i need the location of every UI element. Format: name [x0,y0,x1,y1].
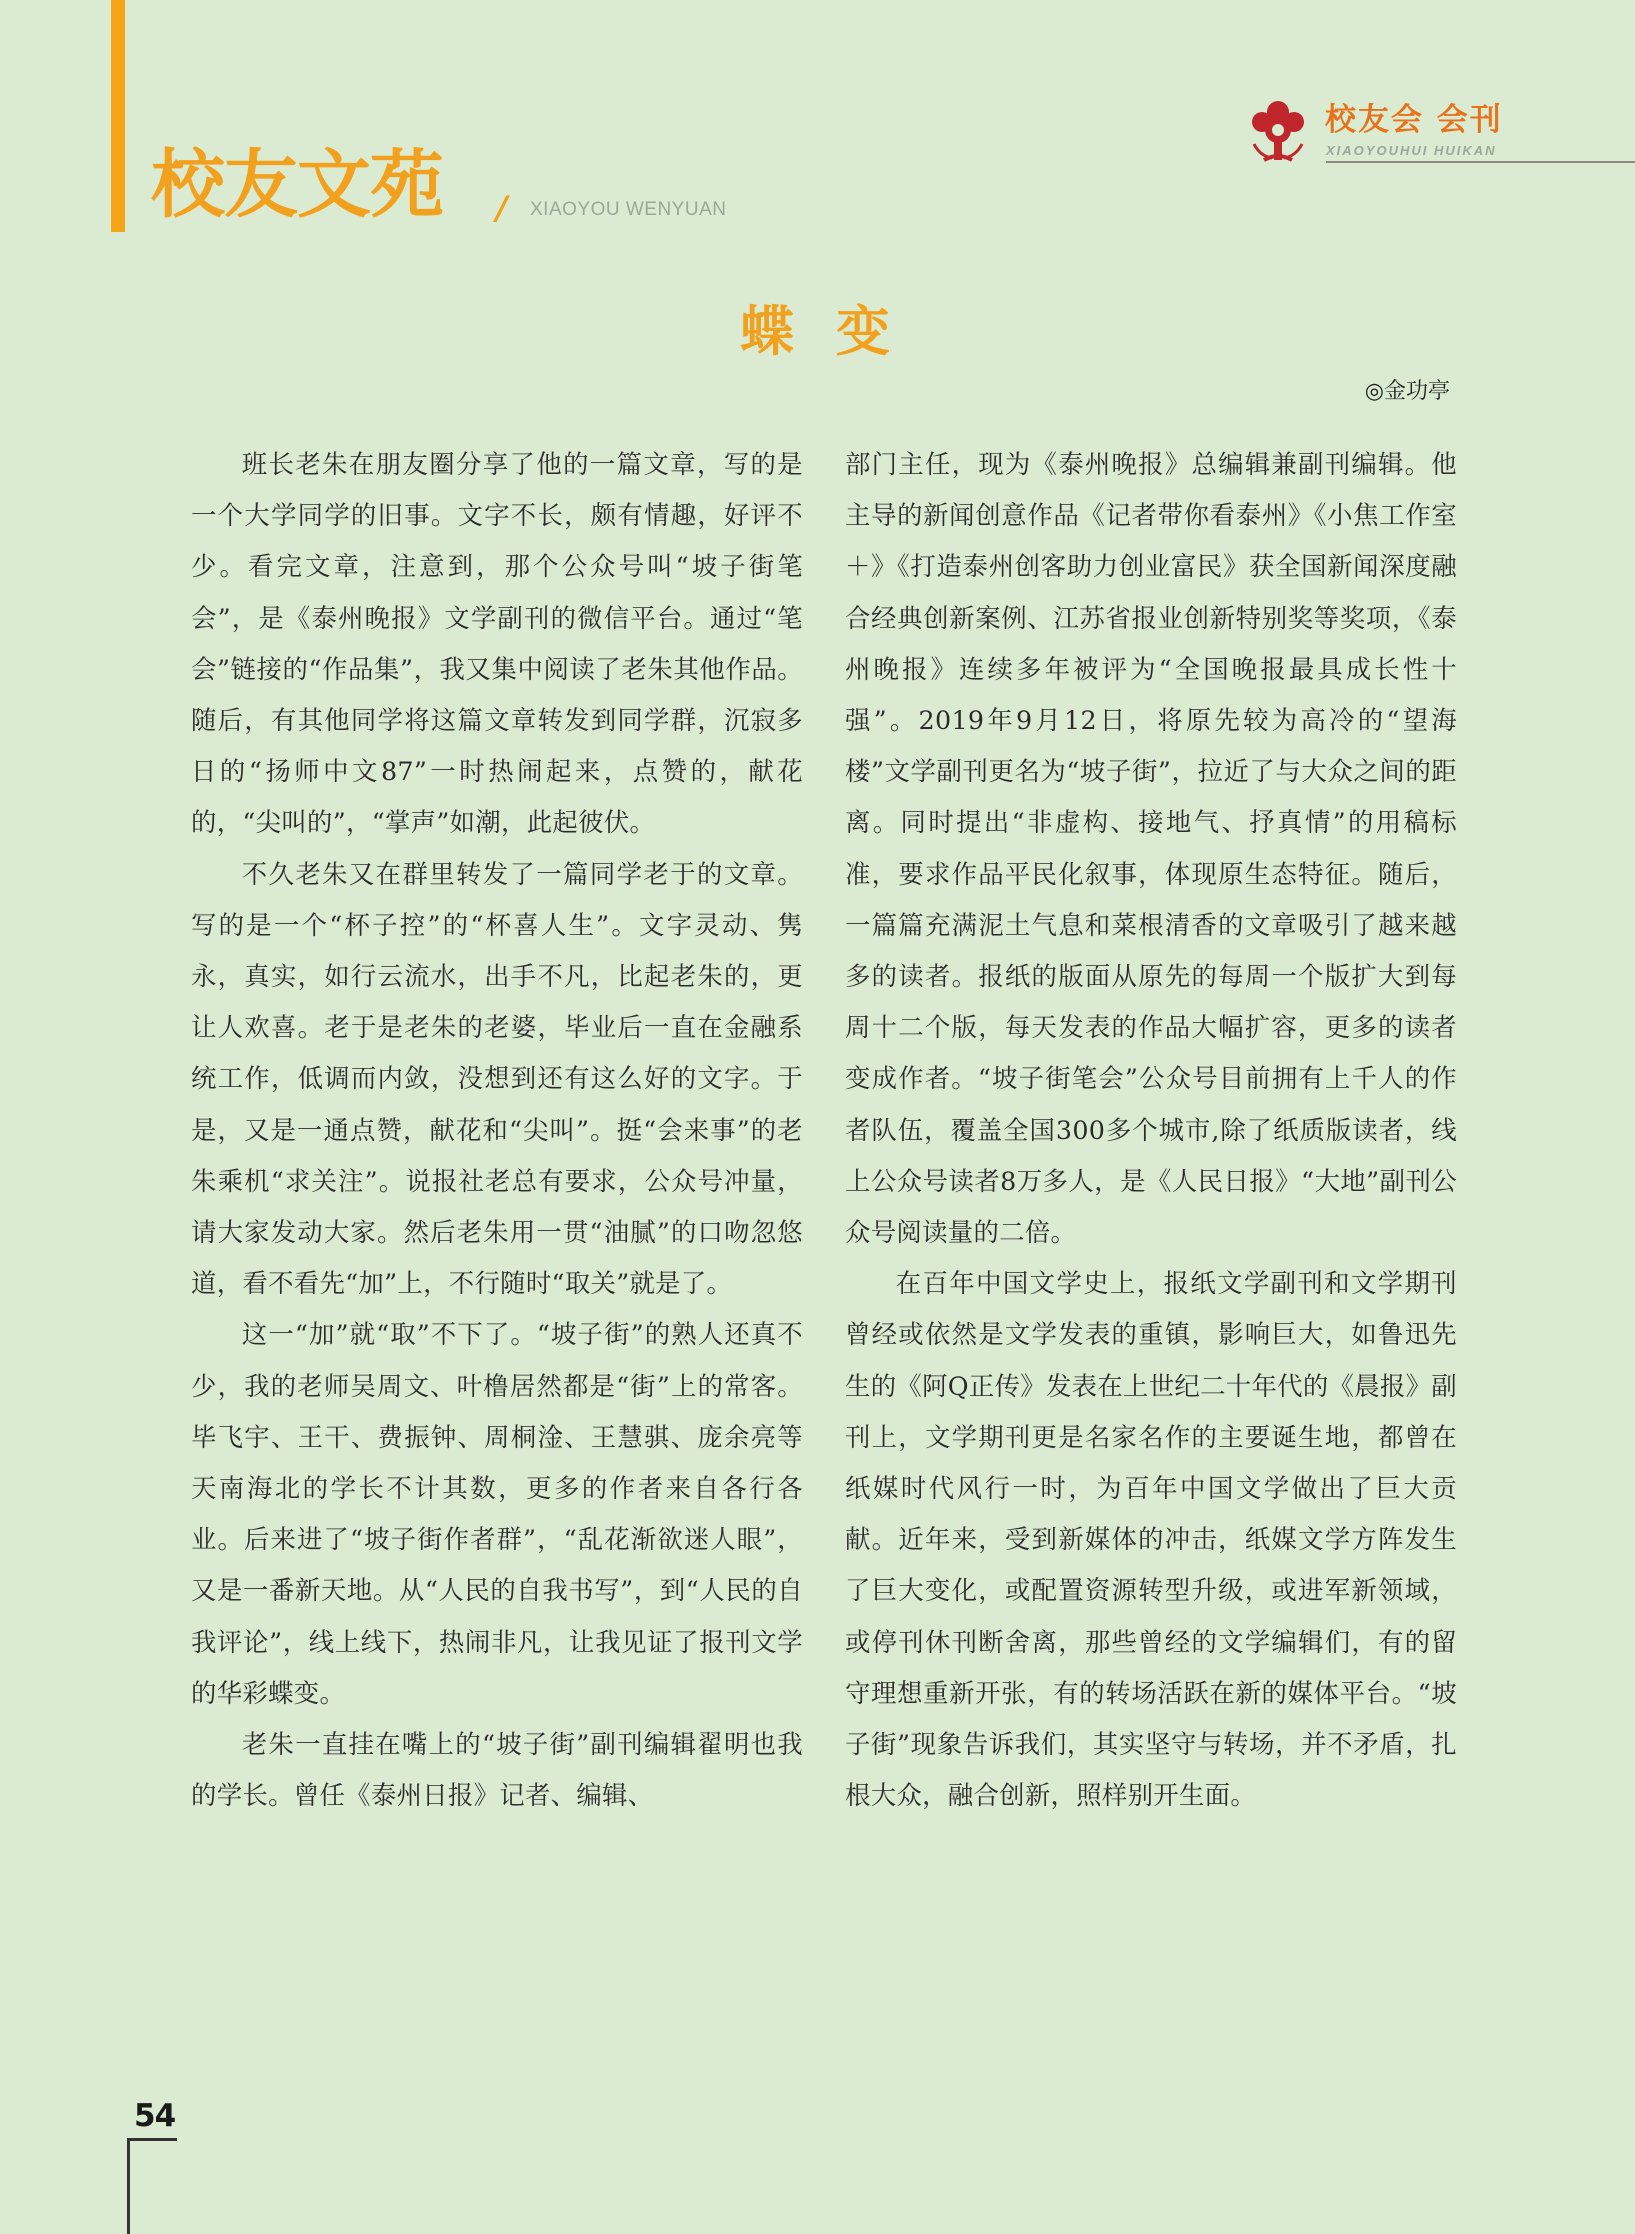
article-column-right [845,439,1457,1821]
paragraph: 在百年中国文学史上，报纸文学副刊和文学期刊曾经或依然是文学发表的重镇，影响巨大，如鲁迅先生的《阿Q正传》发表在上世纪二十年代的《晨报》副刊上，文学期刊更是名家名作的主要诞生地，都曾在纸媒时代风行一时，为百年中国文学做出了巨大贡献。近年来，受到新媒体的冲击，纸媒文学方阵发生了巨大变化，或配置资源转型升级，或进军新领域，或停刊休刊断舍离，那些曾经的文学编辑们，有的留守理想重新开张，有的转场活跃在新的媒体平台。“坡子街”现象告诉我们，其实坚守与转场，并不矛盾，扎根大众，融合创新，照样别开生面。 [845,1268,1457,1811]
section-divider-slash: / [496,189,508,227]
section-accent-bar [111,0,125,232]
article-author: ◎金功亭 [1364,379,1450,404]
journal-name: 校友会 会刊 [1325,102,1503,138]
paragraph: 不久老朱又在群里转发了一篇同学老于的文章。写的是一个“杯子控”的“杯喜人生”。文字灵动、隽永，真实，如行云流水，出手不凡，比起老朱的，更让人欢喜。老于是老朱的老婆，毕业后一直在金融系统工作，低调而内敛，没想到还有这么好的文字。于是，又是一通点赞，献花和“尖叫”。挺“会来事”的老朱乘机“求关注”。说报社老总有要求，公众号冲量，请大家发动大家。然后老朱用一贯“油腻”的口吻忽悠道，看不看先“加”上，不行随时“取关”就是了。 [191,858,803,1299]
page-corner-mark [127,2138,130,2234]
article-column-left [191,439,803,1821]
journal-pinyin: XIAOYOUHUI HUIKAN [1326,143,1497,158]
section-title: 校友文苑 [151,142,443,228]
paragraph-continuation: 部门主任，现为《泰州晚报》总编辑兼副刊编辑。他主导的新闻创意作品《记者带你看泰州》《小焦工作室＋》《打造泰州创客助力创业富民》获全国新闻深度融合经典创新案例、江苏省报业创新特别奖等奖项，《泰州晚报》连续多年被评为“全国晚报最具成长性十强”。2019年9月12日，将原先较为高冷的“望海楼”文学副刊更名为“坡子街”，拉近了与大众之间的距离。同时提出“非虚构、接地气、抒真情”的用稿标准，要求作品平民化叙事，体现原生态特征。随后，一篇篇充满泥土气息和菜根清香的文章吸引了越来越多的读者。报纸的版面从原先的每周一个版扩大到每周十二个版，每天发表的作品大幅扩容，更多的读者变成作者。“坡子街笔会”公众号目前拥有上千人的作者队伍，覆盖全国300多个城市,除了纸质版读者，线上公众号读者8万多人，是《人民日报》“大地”副刊公众号阅读量的二倍。 [845,449,1457,1248]
paragraph: 这一“加”就“取”不下了。“坡子街”的熟人还真不少，我的老师吴周文、叶橹居然都是“街”上的常客。毕飞宇、王干、费振钟、周桐淦、王慧骐、庞余亮等天南海北的学长不计其数，更多的作者来自各行各业。后来进了“坡子街作者群”，“乱花渐欲迷人眼”，又是一番新天地。从“人民的自我书写”，到“人民的自我评论”，线上线下，热闹非凡，让我见证了报刊文学的华彩蝶变。 [191,1319,803,1708]
page-number: 54 [134,2098,176,2134]
section-pinyin: XIAOYOU WENYUAN [530,199,727,220]
article-title: 蝶变 [740,300,932,363]
school-emblem-icon [1246,98,1310,166]
page-corner-mark [127,2138,177,2141]
paragraph: 班长老朱在朋友圈分享了他的一篇文章，写的是一个大学同学的旧事。文字不长，颇有情趣，好评不少。看完文章，注意到，那个公众号叫“坡子街笔会”，是《泰州晚报》文学副刊的微信平台。通过“笔会”链接的“作品集”，我又集中阅读了老朱其他作品。随后，有其他同学将这篇文章转发到同学群，沉寂多日的“扬师中文87”一时热闹起来，点赞的，献花的，“尖叫的”，“掌声”如潮，此起彼伏。 [191,449,803,838]
header-rule [1326,161,1635,163]
paragraph: 老朱一直挂在嘴上的“坡子街”副刊编辑翟明也我的学长。曾任《泰州日报》记者、编辑、 [191,1729,803,1811]
